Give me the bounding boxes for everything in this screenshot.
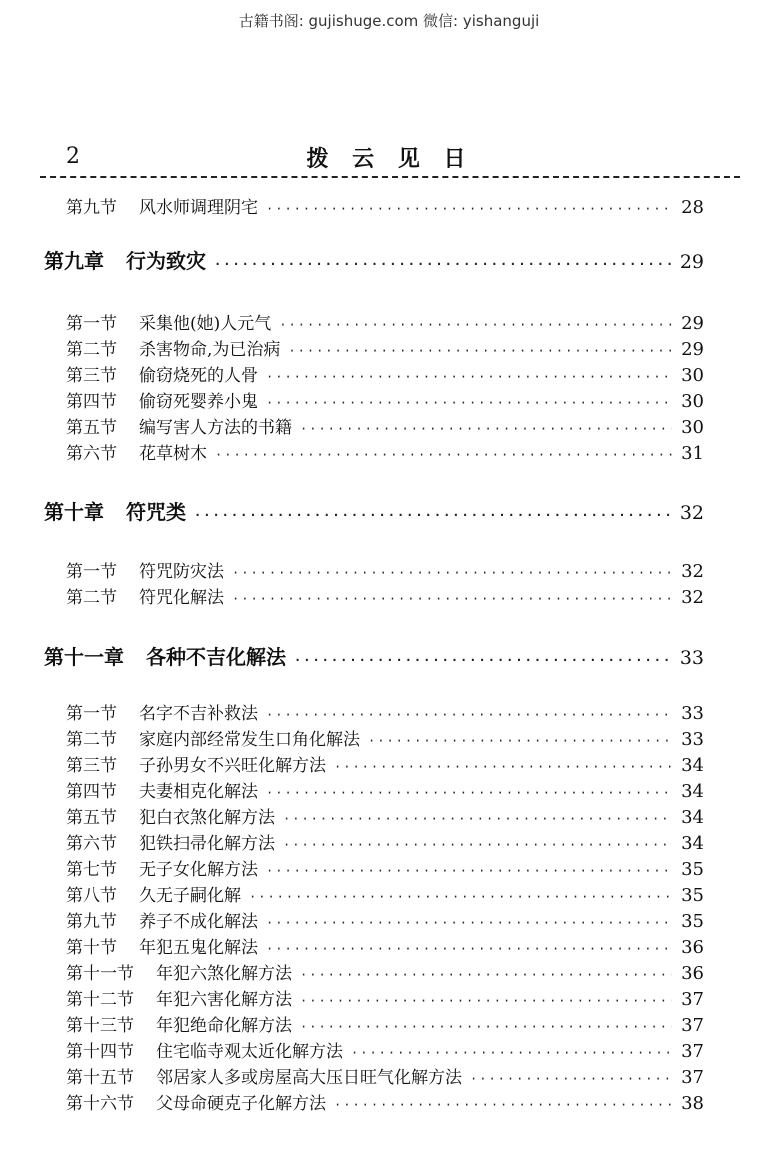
page-header [40,140,740,176]
entry-title: 行为致灾 [126,249,206,273]
toc-section-entry [66,1011,704,1035]
toc-section-entry [66,725,704,749]
entry-title: 子孙男女不兴旺化解方法 [139,756,326,776]
toc-section-entry [66,193,704,217]
dot-leader [283,812,672,826]
entry-page-number: 37 [681,989,704,1010]
entry-title: 邻居家人多或房屋高大压日旺气化解方法 [156,1068,462,1088]
dot-leader [334,1098,672,1112]
toc-section-entry [66,881,704,905]
entry-label: 第十六节 [66,1094,134,1114]
dot-leader [294,653,672,667]
dot-leader [266,396,672,410]
toc-section-entry [66,557,704,581]
entry-title: 犯铁扫帚化解方法 [139,834,275,854]
entry-label: 第三节 [66,366,117,386]
entry-label: 第九节 [66,198,117,218]
toc-section-entry [66,699,704,723]
dot-leader [266,202,672,216]
entry-page-number: 35 [681,885,704,906]
entry-label: 第九章 [44,249,104,273]
dot-leader [266,708,672,722]
toc-section-entry [66,985,704,1009]
dot-leader [194,508,672,522]
toc-section-entry [66,777,704,801]
dot-leader [368,734,672,748]
entry-title: 父母命硬克子化解方法 [156,1094,326,1114]
dot-leader [279,318,672,332]
toc-section-entry [66,829,704,853]
entry-title: 夫妻相克化解法 [139,782,258,802]
dot-leader [215,448,672,462]
entry-title: 编写害人方法的书籍 [139,418,292,438]
toc-section-entry [66,907,704,931]
entry-title: 花草树木 [139,444,207,464]
entry-label: 第一节 [66,704,117,724]
toc-section-entry [66,335,704,359]
entry-page-number: 36 [681,937,704,958]
toc-section-entry [66,1089,704,1113]
entry-title: 杀害物命,为已治病 [139,340,281,360]
dot-leader [266,942,672,956]
entry-page-number: 32 [681,561,704,582]
entry-label: 第十章 [44,500,104,524]
entry-label: 第八节 [66,886,117,906]
entry-page-number: 37 [681,1015,704,1036]
entry-label: 第二节 [66,588,117,608]
dot-leader [334,760,672,774]
toc-section-entry [66,751,704,775]
entry-label: 第一节 [66,314,117,334]
entry-label: 第二节 [66,340,117,360]
entry-page-number: 35 [681,911,704,932]
entry-label: 第三节 [66,756,117,776]
entry-label: 第四节 [66,392,117,412]
entry-label: 第十四节 [66,1042,134,1062]
entry-title: 犯白衣煞化解方法 [139,808,275,828]
entry-label: 第五节 [66,808,117,828]
dot-leader [266,864,672,878]
entry-title: 无子女化解方法 [139,860,258,880]
entry-page-number: 34 [681,781,704,802]
entry-title: 各种不吉化解法 [146,645,286,669]
toc-section-entry [66,855,704,879]
toc-section-entry [66,933,704,957]
entry-page-number: 29 [681,313,704,334]
dot-leader [300,968,672,982]
toc-section-entry [66,583,704,607]
toc-section-entry [66,1037,704,1061]
dot-leader [470,1072,672,1086]
dot-leader [300,994,672,1008]
entry-label: 第四节 [66,782,117,802]
entry-label: 第二节 [66,730,117,750]
entry-page-number: 38 [681,1093,704,1114]
toc-section-entry [66,439,704,463]
entry-page-number: 30 [681,391,704,412]
entry-title: 名字不吉补救法 [139,704,258,724]
toc-section-entry [66,1063,704,1087]
entry-page-number: 29 [679,251,704,273]
entry-page-number: 34 [681,807,704,828]
entry-page-number: 34 [681,833,704,854]
entry-label: 第十一章 [44,645,124,669]
dot-leader [283,838,672,852]
toc-section-entry [66,309,704,333]
toc-chapter-entry [44,245,704,275]
watermark-text: 古籍书阁: gujishuge.com 微信: yishanguji [238,12,540,30]
entry-title: 符咒类 [126,500,186,524]
dot-leader [300,422,672,436]
header-divider [40,176,740,178]
dot-leader [214,257,672,271]
entry-title: 家庭内部经常发生口角化解法 [139,730,360,750]
entry-page-number: 36 [681,963,704,984]
toc-chapter-entry [44,641,704,671]
entry-page-number: 37 [681,1067,704,1088]
entry-title: 住宅临寺观太近化解方法 [156,1042,343,1062]
entry-page-number: 29 [681,339,704,360]
dot-leader [249,890,672,904]
toc-section-entry [66,387,704,411]
entry-label: 第十三节 [66,1016,134,1036]
toc-section-entry [66,361,704,385]
entry-title: 符咒化解法 [139,588,224,608]
toc-section-entry [66,803,704,827]
entry-title: 年犯五鬼化解法 [139,938,258,958]
entry-title: 年犯六害化解方法 [156,990,292,1010]
entry-label: 第七节 [66,860,117,880]
entry-page-number: 30 [681,417,704,438]
entry-page-number: 33 [681,729,704,750]
entry-title: 偷窃死婴养小鬼 [139,392,258,412]
entry-title: 符咒防灾法 [139,562,224,582]
dot-leader [300,1020,672,1034]
entry-title: 采集他(她)人元气 [139,314,272,334]
dot-leader [351,1046,672,1060]
entry-title: 久无子嗣化解 [139,886,241,906]
entry-page-number: 33 [681,703,704,724]
entry-label: 第六节 [66,444,117,464]
dot-leader [266,370,672,384]
dot-leader [266,786,672,800]
entry-page-number: 33 [679,647,704,669]
entry-title: 养子不成化解法 [139,912,258,932]
entry-label: 第十一节 [66,964,134,984]
entry-label: 第十二节 [66,990,134,1010]
entry-label: 第五节 [66,418,117,438]
entry-title: 风水师调理阴宅 [139,198,258,218]
dot-leader [288,344,672,358]
entry-label: 第六节 [66,834,117,854]
toc-section-entry [66,413,704,437]
entry-title: 年犯绝命化解方法 [156,1016,292,1036]
entry-page-number: 35 [681,859,704,880]
dot-leader [266,916,672,930]
entry-label: 第十五节 [66,1068,134,1088]
entry-page-number: 30 [681,365,704,386]
entry-label: 第九节 [66,912,117,932]
entry-page-number: 32 [681,587,704,608]
page-number: 2 [66,144,80,169]
entry-title: 年犯六煞化解方法 [156,964,292,984]
entry-page-number: 28 [681,197,704,218]
dot-leader [232,566,672,580]
entry-title: 偷窃烧死的人骨 [139,366,258,386]
entry-label: 第十节 [66,938,117,958]
entry-page-number: 31 [681,443,704,464]
book-title: 拨 云 见 日 [306,147,474,172]
entry-page-number: 34 [681,755,704,776]
dot-leader [232,592,672,606]
entry-label: 第一节 [66,562,117,582]
toc-chapter-entry [44,496,704,526]
toc-section-entry [66,959,704,983]
entry-page-number: 37 [681,1041,704,1062]
entry-page-number: 32 [679,502,704,524]
